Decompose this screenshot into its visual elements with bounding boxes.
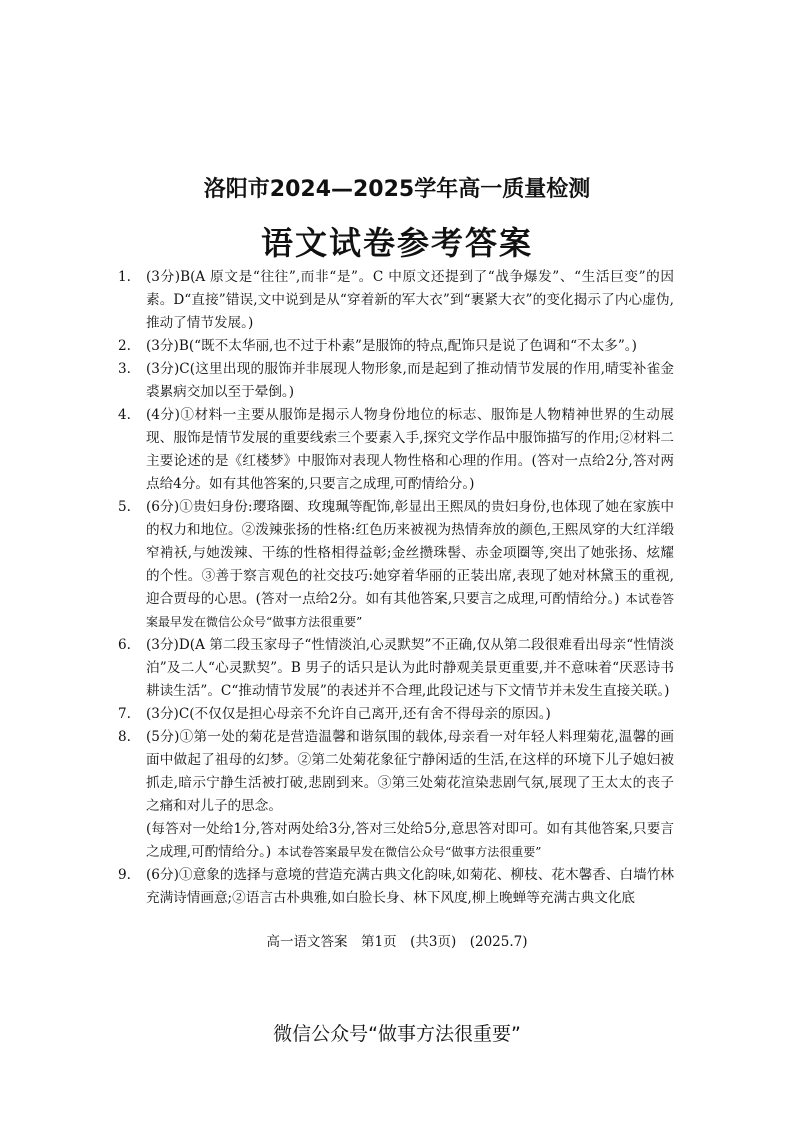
- answer-item-2: [118, 335, 674, 358]
- answer-text: (3分)B(“既不太华丽,也不过于朴素”是服饰的特点,配饰只是说了色调和“不太多”。): [146, 338, 637, 354]
- answer-number: 6.: [118, 637, 131, 653]
- answer-number: 8.: [118, 729, 131, 745]
- wechat-account-caption: 微信公众号“做事方法很重要”: [273, 1023, 521, 1045]
- answer-item-3: [118, 358, 674, 404]
- answer-text: (6分)①贵妇身份:璎珞圈、玫瑰珮等配饰,彰显出王熙凤的贵妇身份,也体现了她在家族中的权力和地位。②泼辣张扬的性格:红色历来被视为热情奔放的颜色,王熙凤穿的大红洋缎窄褃袄,与她泼辣、干练的性格相得益彰;金丝攒珠髻、赤金项圈等,突出了她张扬、炫耀的个性。③善于察言观色的社交技巧:她穿着华丽的正装出席,表现了她对林黛玉的重视,迎合贾母的心思。(答对一点给2分。如有其他答案,只要言之成理,可酌情给分。): [146, 499, 674, 607]
- scoring-note-wrap: [146, 818, 674, 864]
- answer-text: (5分)①第一处的菊花是营造温馨和谐氛围的载体,母亲看一对年轻人料理菊花,温馨的画面中做起了祖母的幻梦。②第二处菊花象征宁静闲适的生活,在这样的环境下儿子媳妇被抓走,暗示宁静生活被打破,悲剧到来。③第三处菊花渲染悲剧气氛,展现了王太太的丧子之痛和对儿子的思念。: [146, 729, 674, 814]
- answer-number: 4.: [118, 407, 131, 423]
- answer-number: 7.: [118, 706, 131, 722]
- scoring-note: (每答对一处给1分,答对两处给3分,答对三处给5分,意思答对即可。如有其他答案,只要言之成理,可酌情给分。): [146, 821, 674, 860]
- page-footer: 高一语文答案 第1页 (共3页) (2025.7): [266, 934, 528, 950]
- answer-item-4: [118, 404, 674, 496]
- answer-number: 9.: [118, 867, 131, 883]
- answer-item-5: [118, 496, 674, 634]
- answer-text: (3分)C(不仅仅是担心母亲不允许自己离开,还有舍不得母亲的原因。): [146, 706, 551, 722]
- answer-number: 1.: [118, 269, 131, 285]
- exam-title: 洛阳市2024—2025学年高一质量检测: [203, 177, 591, 202]
- answer-item-1: [118, 266, 674, 335]
- watermark-inline: 本试卷答案最早发在微信公众号“做事方法很重要”: [146, 592, 674, 629]
- answer-item-7: [118, 703, 674, 726]
- watermark-inline: 本试卷答案最早发在微信公众号“做事方法很重要”: [277, 845, 542, 859]
- answer-text-wrap: [146, 726, 674, 864]
- answer-text: (6分)①意象的选择与意境的营造充满古典文化韵味,如菊花、柳枝、花木馨香、白墙竹林充满诗情画意;②语言古朴典雅,如白脸长身、林下风度,柳上晚蝉等充满古典文化底: [146, 867, 674, 906]
- answer-number: 2.: [118, 338, 131, 354]
- answer-item-8: [118, 726, 674, 864]
- answer-text: (4分)①材料一主要从服饰是揭示人物身份地位的标志、服饰是人物精神世界的生动展现、服饰是情节发展的重要线索三个要素入手,探究文学作品中服饰描写的作用;②材料二主要论述的是《红楼梦》中服饰对表现人物性格和心理的作用。(答对一点给2分,答对两点给4分。如有其他答案的,只要言之成理,可酌情给分。): [146, 407, 674, 492]
- answer-number: 3.: [118, 361, 131, 377]
- answer-item-9: [118, 864, 674, 910]
- answer-text-wrap: [146, 496, 674, 634]
- answer-text: (3分)B(A 原文是“往往”,而非“是”。C 中原文还提到了“战争爆发”、“生活巨变”的因素。D“直接”错误,文中说到是从“穿着新的军大衣”到“裹紧大衣”的变化揭示了内心虚伪,推动了情节发展。): [146, 269, 674, 331]
- answer-list: [118, 266, 674, 910]
- answer-text: (3分)D(A 第二段玉家母子“性情淡泊,心灵默契”不正确,仅从第二段很难看出母亲“性情淡泊”及二人“心灵默契”。B 男子的话只是认为此时静观美景更重要,并不意味着“厌恶诗书耕读生活”。C“推动情节发展”的表述并不合理,此段记述与下文情节并未发生直接关联。): [146, 637, 674, 699]
- answer-item-6: [118, 634, 674, 703]
- answer-number: 5.: [118, 499, 131, 515]
- answer-text: (3分)C(这里出现的服饰并非展现人物形象,而是起到了推动情节发展的作用,晴雯补雀金裘累病交加以至于晕倒。): [146, 361, 674, 400]
- answer-key-title: 语文试卷参考答案: [260, 224, 533, 262]
